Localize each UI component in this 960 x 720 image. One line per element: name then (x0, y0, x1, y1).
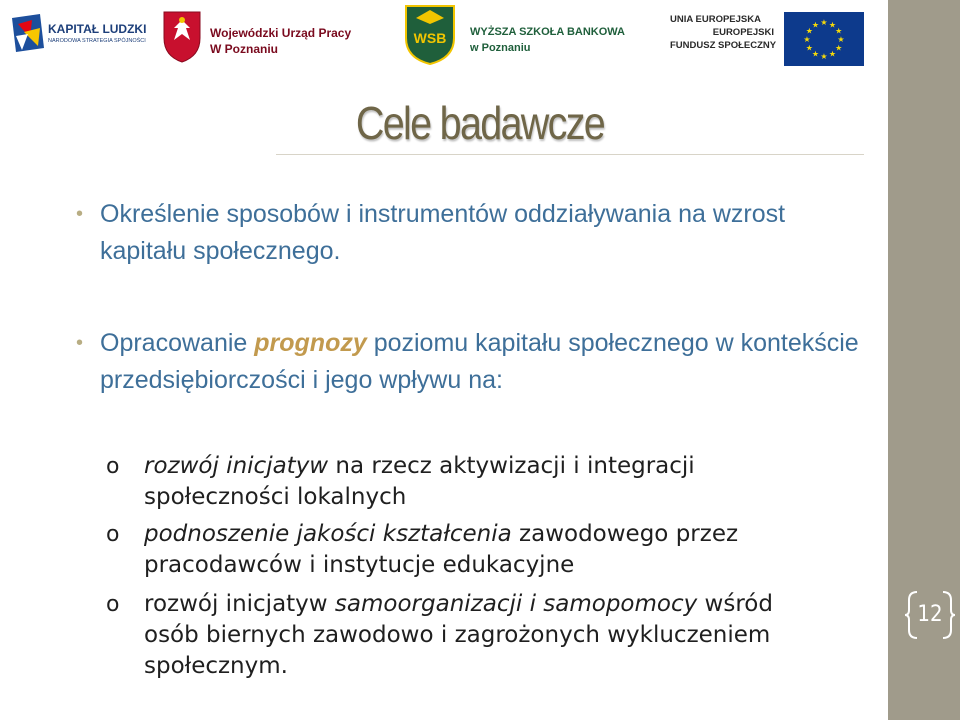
wup-logo (160, 8, 390, 64)
bullet-text-pre: Opracowanie (100, 329, 255, 357)
sub-item-text: zawodowego przez pracodawców i instytucje edukacyjne (144, 521, 739, 578)
wsb-subtitle: w Poznaniu (470, 42, 531, 54)
sub-item-italic: samoorganizacji i samopomocy (334, 591, 698, 617)
eu-star-icon: ★ (837, 35, 845, 44)
sub-marker: o (106, 522, 120, 547)
eu-star-icon: ★ (805, 26, 813, 36)
kapital-ludzki-logo (10, 8, 150, 64)
wsb-title: WYŻSZA SZKOŁA BANKOWA (470, 26, 626, 38)
slide-number: 12 (917, 602, 943, 627)
bullet-text-post: poziomu kapitału społecznego w kontekście przedsiębiorczości i jego wpływu na: (100, 329, 859, 394)
eu-star-icon: ★ (811, 49, 820, 59)
wup-title: Wojewódzki Urząd Pracy (210, 26, 352, 40)
wsb-badge: WSB (413, 30, 447, 46)
slide-title: Cele badawcze (355, 97, 605, 149)
sub-item (106, 451, 834, 513)
highlighted-word: prognozy (254, 329, 367, 357)
bullet-item (76, 325, 860, 399)
eu-star-icon: ★ (805, 43, 813, 53)
kapital-ludzki-subtitle: NARODOWA STRATEGIA SPÓJNOŚCI (48, 38, 146, 44)
eu-star-icon: ★ (820, 18, 828, 27)
sub-marker: o (106, 454, 120, 479)
sub-item-pre: rozwój inicjatyw (144, 591, 335, 617)
sub-item-text: wśród osób biernych zawodowo i zagrożonych wykluczeniem społecznym. (144, 591, 773, 679)
eu-line1: UNIA EUROPEJSKA (670, 14, 761, 25)
eu-star-icon: ★ (803, 35, 811, 44)
kapital-ludzki-emblem-icon (10, 8, 150, 64)
eu-star-icon: ★ (835, 26, 843, 36)
bullet-marker: • (76, 332, 84, 354)
bullet-marker: • (76, 203, 84, 225)
wsb-logo (398, 2, 648, 66)
title-divider (276, 154, 864, 155)
eu-star-icon: ★ (811, 20, 820, 30)
logo-strip (0, 0, 880, 70)
eu-line3: FUNDUSZ SPOŁECZNY (670, 40, 777, 51)
eu-line2: EUROPEJSKI (712, 27, 774, 38)
eu-star-icon: ★ (835, 43, 843, 53)
sub-item-italic: rozwój inicjatyw (144, 453, 329, 479)
sub-item (106, 519, 834, 581)
bullet-item (76, 196, 860, 270)
sub-item-italic: podnoszenie jakości kształcenia (144, 521, 512, 547)
eu-star-icon: ★ (828, 20, 837, 30)
eu-flag-icon (784, 12, 864, 66)
sub-item-text: na rzecz aktywizacji i integracji społeczności lokalnych (144, 453, 695, 510)
bullet-text: Określenie sposobów i instrumentów oddziaływania na wzrost kapitału społecznego. (100, 200, 786, 265)
slide-number-badge (903, 588, 957, 642)
eu-logo (666, 14, 876, 60)
eu-star-icon: ★ (828, 49, 837, 59)
eagle-shield-icon (160, 8, 204, 64)
kapital-ludzki-title: KAPITAŁ LUDZKI (48, 22, 147, 36)
eu-star-icon: ★ (820, 52, 828, 61)
sub-item (106, 589, 834, 682)
wup-subtitle: W Poznaniu (210, 42, 278, 56)
sub-marker: o (106, 592, 120, 617)
